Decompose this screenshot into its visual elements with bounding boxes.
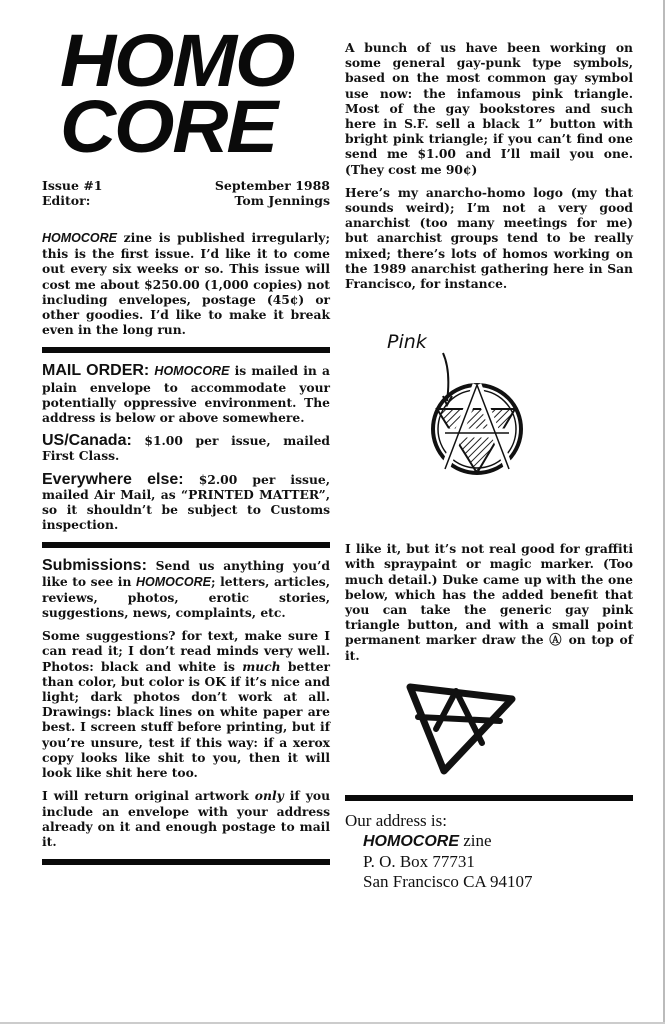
triangle-anarchy-icon (400, 679, 540, 779)
masthead-line: HOMO (60, 19, 294, 102)
artwork-text: if you include an envelope with your address already on it and enough postage to mail it. (42, 788, 331, 849)
submissions-paragraph (42, 558, 330, 620)
graffiti-paragraph: I like it, but it’s not real good for graffiti with spraypaint or magic marker. (Too much detail.) Duke came up with the one below, which has the added benefit that you can take the generic gay pink triangle button, and with a small point permanent marker draw the Ⓐ on top of it. (345, 541, 633, 663)
masthead-line: CORE (60, 85, 277, 168)
address-block (345, 811, 633, 892)
issue-date: September 1988 (214, 178, 330, 193)
divider (345, 795, 633, 801)
anarcho-homo-drawing (345, 331, 633, 541)
issue-number: Issue #1 (42, 178, 103, 193)
divider (42, 347, 330, 353)
us-canada-paragraph (42, 433, 330, 463)
intro-paragraph (42, 230, 330, 337)
suggestions-paragraph (42, 628, 330, 780)
left-column (42, 19, 331, 875)
logo-paragraph: Here’s my anarcho-homo logo (my that sounds weird); I’m not a very good anarchist (too many meetings for me) but anarchist groups tend to be really mixed; there’s lots of homos working on the 1989 anarchist gathering here in San Francisco, for instance. (345, 184, 633, 292)
everywhere-text: $2.00 per issue, mailed Air Mail, as “PRINTED MATTER”, so it shouldn’t be subject to Customs inspection. (42, 471, 330, 533)
masthead-logo (60, 19, 344, 168)
us-canada-heading: US/Canada: (42, 432, 132, 450)
address-brand-line (345, 831, 633, 852)
address-po-box: P. O. Box 77731 (363, 851, 475, 871)
mail-order-heading: MAIL ORDER: (42, 362, 150, 380)
artwork-paragraph (42, 788, 330, 849)
brand-name: HOMOCORE (154, 364, 230, 379)
everywhere-paragraph (42, 472, 330, 533)
submissions-text: Send us anything you’d like to see in (42, 558, 330, 589)
us-canada-text: $1.00 per issue, mailed First Class. (42, 433, 330, 464)
address-city: San Francisco CA 94107 (363, 871, 533, 891)
brand-name: HOMOCORE (42, 231, 117, 245)
suggestions-text: Some suggestions? for text, make sure I can read it; I don’t read minds very well. Photos: black and white is (42, 628, 330, 674)
emphasis: only (254, 788, 284, 804)
editor-name: Tom Jennings (234, 193, 330, 208)
brand-name: HOMOCORE (135, 574, 211, 589)
divider (42, 859, 330, 865)
address-label: Our address is: (345, 810, 447, 830)
triangle-drawing (345, 671, 633, 791)
mail-order-paragraph (42, 363, 330, 425)
emphasis: much (242, 658, 281, 674)
mail-order-text: is mailed in a plain envelope to accommodate your potentially oppressive environment. The address is below or above somewhere. (42, 363, 330, 426)
editor-label: Editor: (42, 193, 91, 208)
brand-name: HOMOCORE (363, 832, 459, 850)
anarcho-homo-logo-icon (365, 341, 585, 541)
artwork-text: I will return original artwork (42, 788, 255, 804)
submissions-text: ; letters, articles, reviews, photos, erotic stories, suggestions, news, complaints, etc. (42, 573, 330, 621)
divider (42, 542, 330, 548)
suggestions-text: better than color, but color is OK if it’s nice and light; dark photos don’t work at all. Drawings: black lines on white paper are best. I screen stuff before printing, but if you’re unsure, test if this way: if a xerox copy looks like shit to you, then it will look like shit here too. (42, 658, 330, 781)
symbols-paragraph: A bunch of us have been working on some general gay-punk type symbols, based on the most common gay symbol use now: the infamous pink triangle. Most of the gay bookstores and such here in S.F. sell a black 1” button with bright pink triangle; if you can’t find one send me $1.00 and I’ll mail you one. (They cost me 90¢) (345, 40, 633, 177)
address-zine: zine (459, 830, 492, 850)
submissions-heading: Submissions: (42, 557, 147, 575)
everywhere-heading: Everywhere else: (42, 470, 184, 488)
right-column (345, 40, 633, 892)
intro-text: zine is published irregularly; this is the first issue. I’d like it to come out every six weeks or so. This issue will cost me about $250.00 (1,000 copies) not including envelopes, postage (45¢) or other goodies. I’d like to make it break even in the long run. (42, 230, 330, 338)
pink-annotation: Pink (387, 331, 427, 354)
issue-meta (42, 178, 330, 208)
